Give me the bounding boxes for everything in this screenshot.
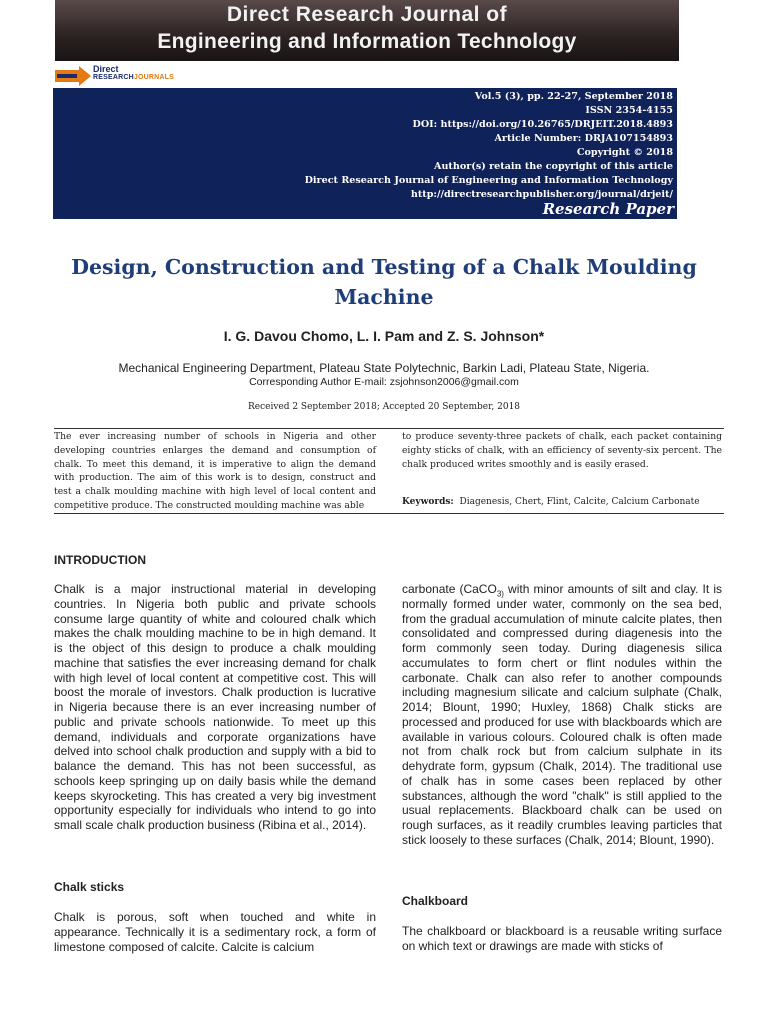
info-issn: ISSN 2354-4155 [585,105,673,116]
chalk-sticks-text: Chalk is porous, soft when touched and white in appearance. Technically it is a sedimentary rock, a form of limestone composed of calcite. Calcite is calcium [54,910,376,954]
author-affiliation: Mechanical Engineering Department, Plateau State Polytechnic, Barkin Ladi, Plateau State, Nigeria. [118,361,650,375]
banner-title-line1: Direct Research Journal of [226,3,508,26]
heading-chalk-sticks: Chalk sticks [54,880,125,894]
banner-title-line2: Engineering and Information Technology [157,30,577,53]
logo-direct-text: Direct [93,64,119,74]
info-copyright: Copyright © 2018 [576,147,673,158]
right-column-text [402,582,722,848]
abstract-left-column: The ever increasing number of schools in Nigeria and other developing countries enlarges the demand and consumption of chalk. To meet this demand, it is imperative to align the demand with production. The aim of this work is to design, construct and test a chalk moulding machine with high level of local content and competitive produce. The constructed moulding machine was able [54,431,376,511]
keywords-line [402,497,724,507]
logo-journals-text [93,74,174,81]
heading-introduction: INTRODUCTION [54,553,146,567]
logo-arrow-icon [55,66,91,86]
keywords-label: Keywords: [402,497,454,507]
heading-chalkboard: Chalkboard [402,894,469,908]
paper-authors: I. G. Davou Chomo, L. I. Pam and Z. S. Johnson* [223,328,545,344]
formula-subscript: 3) [496,589,504,599]
keywords-value: Diagenesis, Chert, Flint, Calcite, Calcium Carbonate [459,497,700,507]
journal-banner [55,0,679,61]
info-journal-name: Direct Research Journal of Engineering and Information Technology [304,175,673,186]
received-dates: Received 2 September 2018; Accepted 20 September, 2018 [247,402,521,412]
abstract-right-column: to produce seventy-three packets of chalk, each packet containing eighty sticks of chalk, with an efficiency of seventy-six percent. The chalk produced writes smoothly and is easily erased. [402,431,722,470]
info-rights: Author(s) retain the copyright of this article [434,161,673,172]
logo-journals-word: JOURNALS [133,74,174,81]
abstract-top-rule [54,428,724,429]
logo-research-text: RESEARCH [93,74,134,81]
info-volume: Vol.5 (3), pp. 22-27, September 2018 [474,91,673,102]
article-info-box [53,88,677,219]
paper-title: Design, Construction and Testing of a Chalk Moulding Machine [71,255,697,309]
paper-type-label: Research Paper [542,200,674,218]
chalkboard-text: The chalkboard or blackboard is a reusable writing surface on which text or drawings are made with sticks of [402,924,722,953]
introduction-text: Chalk is a major instructional material in developing countries. In Nigeria both public and private schools consume large quantity of white and coloured chalk which makes the chalk moulding machine to be in high demand. It is the object of this design to produce a chalk moulding machine that satisfies the ever increasing demand for chalk with high level of local content at competitive cost. This will boost the morale of investors. Chalk production is lucrative in Nigeria because there is an ever increasing number of public and private schools nationwide. To meet up this demand, individuals and corporate organizations have delved into school chalk production and supply with a bid to balance the demand. This has not been successful, as schools keep springing up on daily basis while the demand keeps skyrocketing. This has created a very big investment opportunity especially for individuals who intend to go into small scale chalk production business (Ribina et al., 2014). [54,582,376,832]
article-info-rows [305,90,673,202]
abstract-bottom-rule [54,513,724,514]
publisher-logo [55,64,175,88]
info-article-number: Article Number: DRJA107154893 [494,133,673,144]
info-journal-url[interactable]: http://directresearchpublisher.org/journal/drjeit/ [410,189,673,200]
right-text-start: carbonate (CaCO [402,582,497,596]
info-doi[interactable]: DOI: https://doi.org/10.26765/DRJEIT.2018.4893 [412,119,673,130]
corresponding-email[interactable]: Corresponding Author E-mail: zsjohnson2006@gmail.com [249,376,519,388]
right-text-rest: with minor amounts of silt and clay. It is normally formed under water, commonly on the sea bed, from the gradual accumulation of minute calcite plates, then consolidated and compressed during diagenesis into the form commonly seen today. During diagenesis silica accumulates to form chert or flint nodules within the carbonate. Chalk can also refer to another compounds including magnesium silicate and calcium sulphate (Chalk, 2014; Blount, 1990; Huxley, 1868) Chalk sticks are processed and produced for use with blackboards which are available in various colours. Coloured chalk is often made not from chalk rock but from calcium sulphate in its dehydrate form, gypsum (Chalk, 2014). The traditional use of chalk has in some cases been replaced by other substances, although the word "chalk" is still applied to the usual replacements. Blackboard chalk can be used on rough surfaces, as it readily crumbles leaving particles that stick loosely to these surfaces (Chalk, 2014; Blount, 1990). [402,582,722,847]
